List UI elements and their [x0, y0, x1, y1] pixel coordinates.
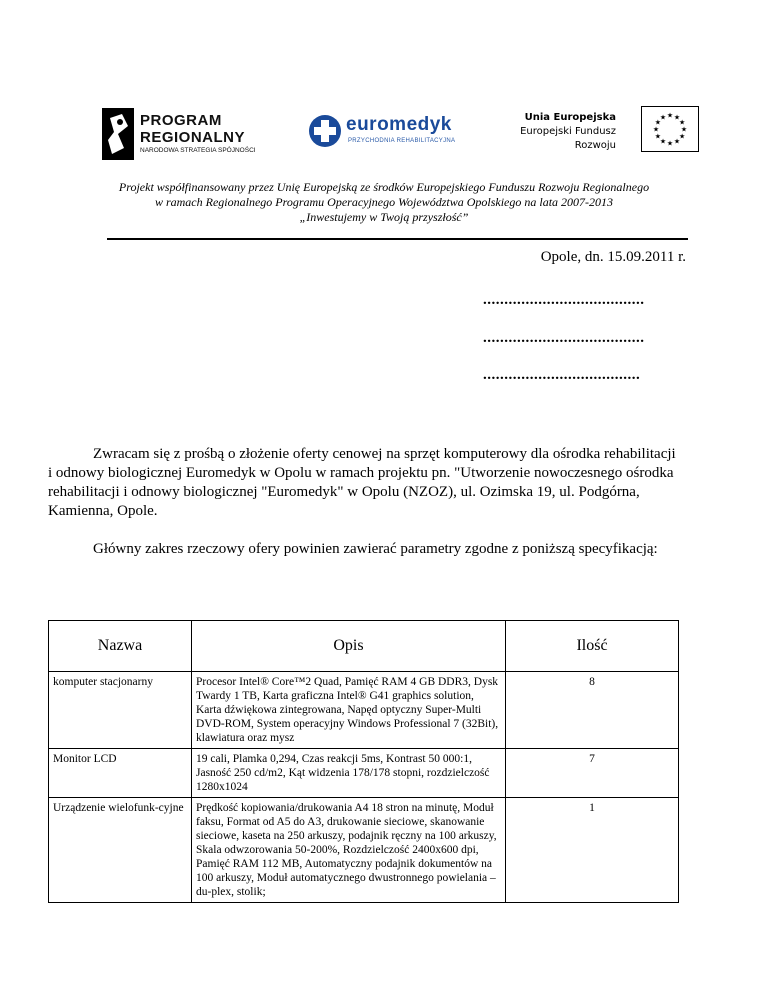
eu-star-icon: ★ [659, 113, 667, 122]
eu-fund-line: Europejski Fundusz [520, 126, 616, 137]
header-description: Opis [192, 621, 506, 672]
eu-star-icon: ★ [673, 137, 681, 146]
eu-star-icon: ★ [673, 113, 681, 122]
table-row [49, 749, 679, 798]
eu-title: Unia Europejska [524, 112, 616, 123]
address-line-1: ...................................... [483, 292, 645, 308]
row-name: komputer stacjonarny [49, 672, 192, 749]
address-line-2: ...................................... [483, 330, 645, 346]
eu-star-icon: ★ [666, 111, 674, 120]
eu-star-icon: ★ [678, 132, 686, 141]
specification-table [48, 620, 679, 903]
header-divider [107, 238, 688, 240]
program-logo-emblem-icon [98, 104, 138, 164]
row-name: Urządzenie wielofunk-cyjne [49, 798, 192, 903]
letter-date: Opole, dn. 15.09.2011 r. [540, 249, 686, 265]
eu-star-icon: ★ [659, 137, 667, 146]
request-paragraph: Zwracam się z prośbą o złożenie oferty cenowej na sprzęt komputerowy dla ośrodka rehabilitacji i odnowy biologicznej Euromedyk w Opolu w ramach projektu pn. "Utworzenie nowoczesnego ośrodka rehabilitacji i odnowy biologicznej "Euromedyk" w Opolu (NZOZ), ul. Ozimska 19, ul. Podgórna, Kamienna, Opole. [48, 446, 676, 519]
row-description: 19 cali, Plamka 0,294, Czas reakcji 5ms, Kontrast 50 000:1, Jasność 250 cd/m2, Kąt widzenia 178/178 stopni, rozdzielczość 1280x1024 [192, 749, 506, 798]
row-description: Prędkość kopiowania/drukowania A4 18 stron na minutę, Moduł faksu, Format od A5 do A3, drukowanie sieciowe, skanowanie sieciowe, kaseta na 250 arkuszy, podajnik ręczny na 100 arkuszy, Skala odwzorowania 50-200%, Rozdzielczość 2400x600 dpi, Pamięć RAM 112 MB, Automatyczny podajnik dokumentów na 100 arkuszy, Moduł automatycznego dwustronnego powielania – du-plex, stolik; [192, 798, 506, 903]
table-row [49, 798, 679, 903]
eu-star-icon: ★ [654, 118, 662, 127]
row-quantity: 7 [506, 749, 679, 798]
header-name: Nazwa [49, 621, 192, 672]
eu-star-icon: ★ [666, 139, 674, 148]
program-logo-line2: REGIONALNY [140, 129, 246, 146]
program-logo-line3: NARODOWA STRATEGIA SPÓJNOŚCI [140, 147, 256, 154]
header-quantity: Ilość [506, 621, 679, 672]
program-regionalny-logo [98, 104, 273, 164]
row-quantity: 1 [506, 798, 679, 903]
row-name: Monitor LCD [49, 749, 192, 798]
eu-star-icon: ★ [678, 118, 686, 127]
euromedyk-logo [308, 114, 468, 150]
table-header-row [49, 621, 679, 672]
table-row [49, 672, 679, 749]
cofinance-line1: Projekt współfinansowany przez Unię Europejską ze środków Europejskiego Funduszu Rozwoju Regionalnego [118, 180, 650, 194]
eu-flag-icon [641, 106, 699, 152]
row-quantity: 8 [506, 672, 679, 749]
scope-paragraph: Główny zakres rzeczowy ofery powinien zawierać parametry zgodne z poniższą specyfikacją: [93, 541, 658, 557]
eu-star-icon: ★ [680, 125, 688, 134]
eu-star-icon: ★ [652, 125, 660, 134]
row-description: Procesor Intel® Core™2 Quad, Pamięć RAM 4 GB DDR3, Dysk Twardy 1 TB, Karta graficzna Intel® G41 graphics solution, Karta dźwiękowa zintegrowana, Napęd optyczny Super-Multi DVD-ROM, System operacyjny Windows Professional 7 (32Bit), klawiatura oraz mysz [192, 672, 506, 749]
program-logo-line1: PROGRAM [140, 112, 222, 129]
eu-star-icon: ★ [654, 132, 662, 141]
eu-fund-line2: Rozwoju [574, 140, 616, 151]
cofinance-line3: „Inwestujemy w Twoją przyszłość” [299, 210, 469, 224]
cofinance-line2: w ramach Regionalnego Programu Operacyjnego Województwa Opolskiego na lata 2007-2013 [154, 195, 614, 209]
medical-cross-icon [308, 114, 342, 148]
cofinance-notice [80, 180, 688, 225]
eu-label [520, 111, 616, 153]
euromedyk-name: euromedyk [346, 114, 452, 135]
euromedyk-subtitle: PRZYCHODNIA REHABILITACYJNA [348, 138, 456, 144]
address-line-3: ..................................... [483, 367, 641, 383]
